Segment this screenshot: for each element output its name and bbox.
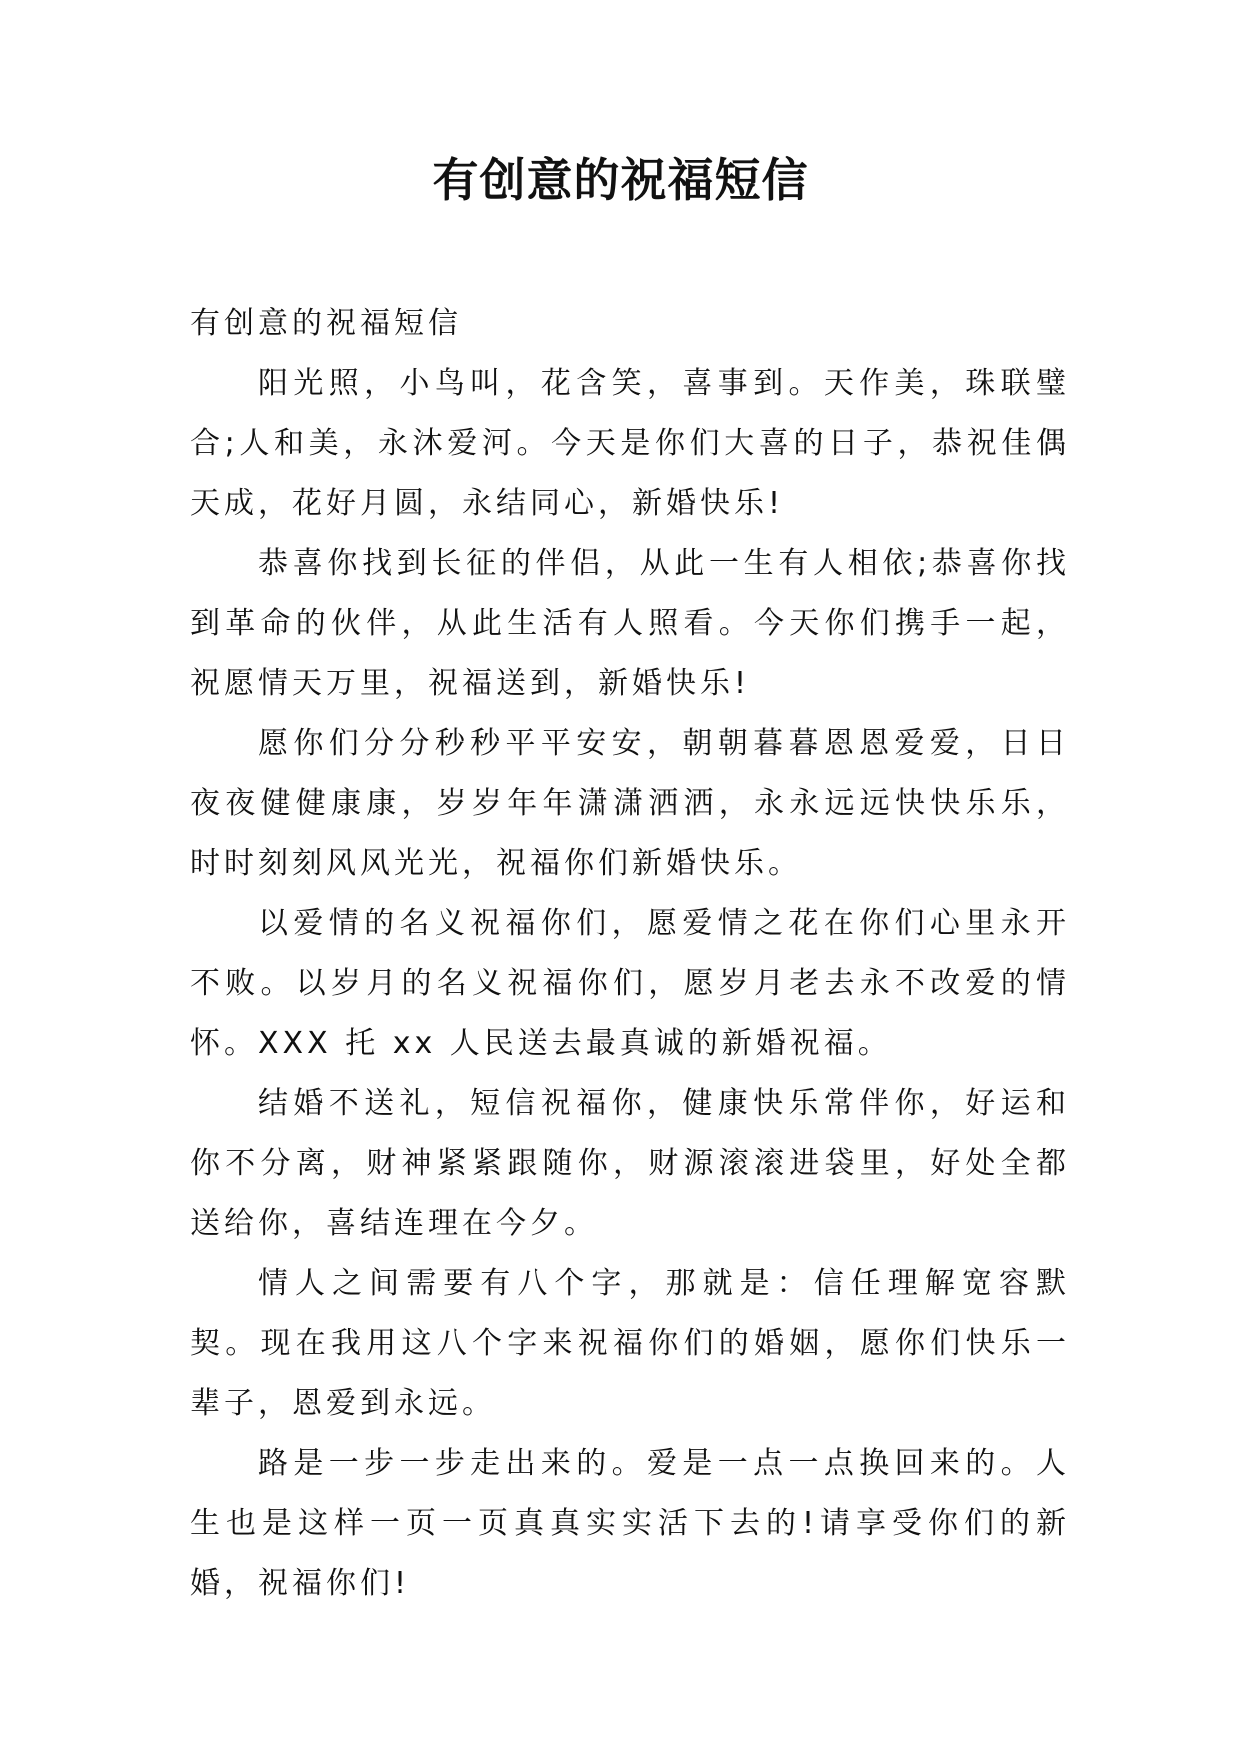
paragraph: 愿你们分分秒秒平平安安，朝朝暮暮恩恩爱爱，日日夜夜健健康康，岁岁年年潇潇洒洒，永永远远快快乐乐，时时刻刻风风光光，祝福你们新婚快乐。 — [190, 726, 1070, 881]
paragraph: 结婚不送礼，短信祝福你，健康快乐常伴你，好运和你不分离，财神紧紧跟随你，财源滚滚进袋里，好处全都送给你，喜结连理在今夕。 — [190, 1086, 1070, 1241]
document-subtitle: 有创意的祝福短信 — [190, 306, 462, 341]
paragraph: 恭喜你找到长征的伴侣，从此一生有人相依;恭喜你找到革命的伙伴，从此生活有人照看。今天你们携手一起，祝愿情天万里，祝福送到，新婚快乐! — [190, 546, 1070, 701]
paragraph: 情人之间需要有八个字，那就是：信任理解宽容默契。现在我用这八个字来祝福你们的婚姻，愿你们快乐一辈子，恩爱到永远。 — [190, 1266, 1070, 1421]
document-title: 有创意的祝福短信 — [432, 153, 809, 207]
document-body — [190, 294, 1070, 1614]
paragraph: 路是一步一步走出来的。爱是一点一点换回来的。人生也是这样一页一页真真实实活下去的!请享受你们的新婚，祝福你们! — [190, 1446, 1070, 1601]
paragraph: 阳光照，小鸟叫，花含笑，喜事到。天作美，珠联璧合;人和美，永沐爱河。今天是你们大喜的日子，恭祝佳偶天成，花好月圆，永结同心，新婚快乐! — [190, 366, 1070, 521]
paragraph: 以爱情的名义祝福你们，愿爱情之花在你们心里永开不败。以岁月的名义祝福你们，愿岁月老去永不改爱的情怀。XXX 托 xx 人民送去最真诚的新婚祝福。 — [190, 906, 1070, 1061]
